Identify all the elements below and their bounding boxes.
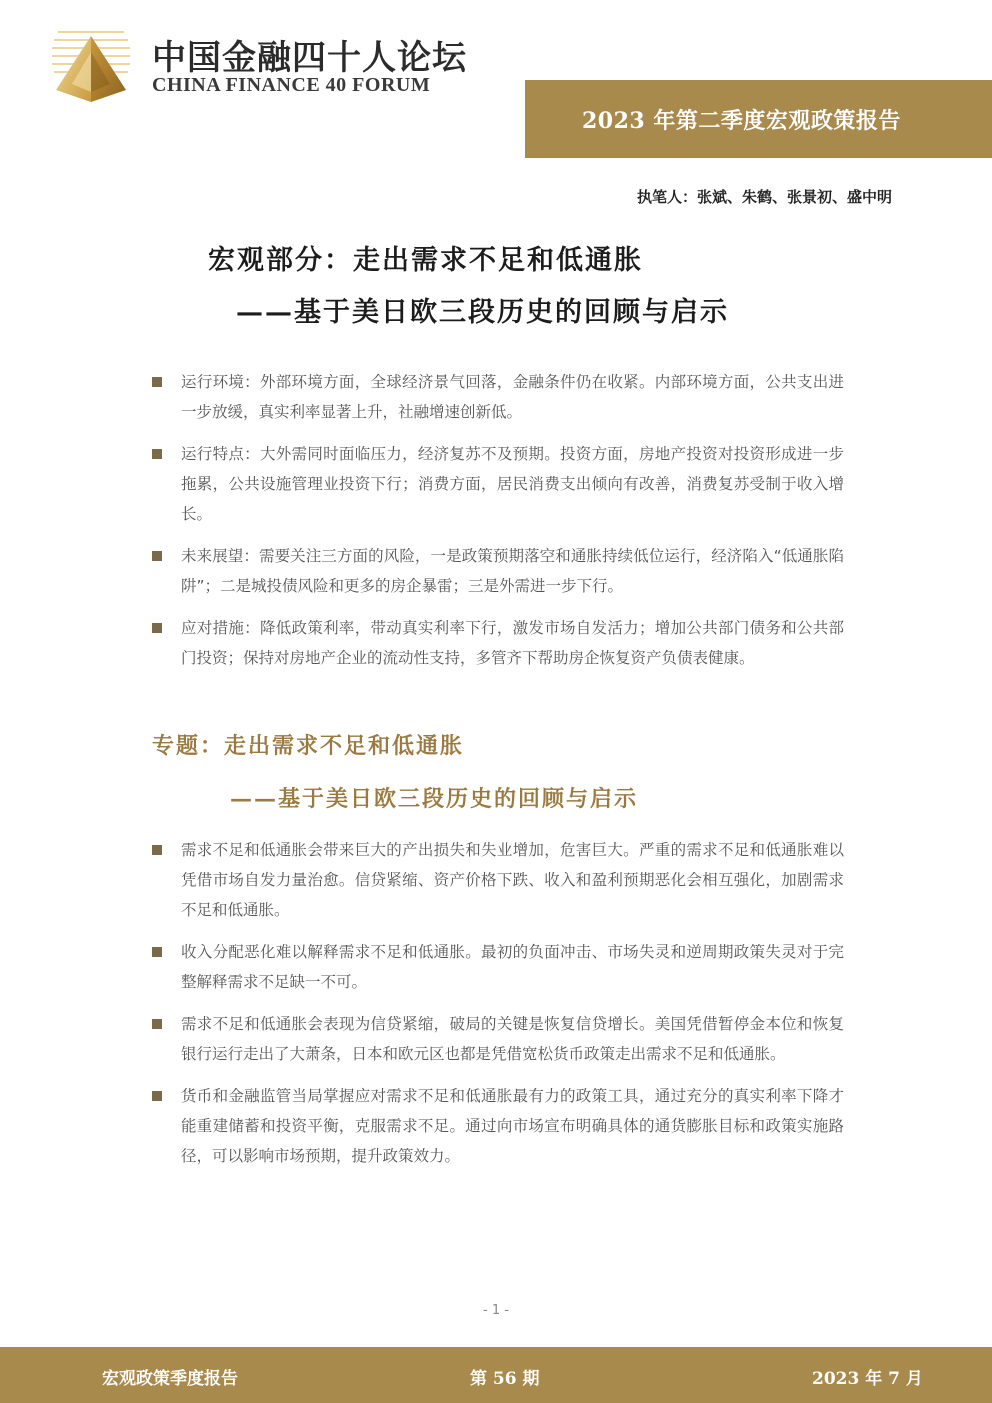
square-bullet-icon — [152, 845, 162, 855]
bullet-text: 应对措施：降低政策利率，带动真实利率下行，激发市场自发活力；增加公共部门债务和公共部门投资；保持对房地产企业的流动性支持，多管齐下帮助房企恢复资产负债表健康。 — [181, 619, 844, 667]
list-item — [152, 439, 844, 529]
topic-title-line1: 专题：走出需求不足和低通胀 — [152, 733, 465, 759]
list-item — [152, 1081, 844, 1171]
footer-issue: 第 56 期 — [470, 1369, 540, 1389]
macro-bullet-list — [152, 367, 844, 685]
square-bullet-icon — [152, 947, 162, 957]
square-bullet-icon — [152, 1019, 162, 1029]
square-bullet-icon — [152, 377, 162, 387]
bullet-text: 收入分配恶化难以解释需求不足和低通胀。最初的负面冲击、市场失灵和逆周期政策失灵对于完整解释需求不足缺一不可。 — [181, 943, 844, 991]
list-item — [152, 367, 844, 427]
bullet-text: 需求不足和低通胀会带来巨大的产出损失和失业增加，危害巨大。严重的需求不足和低通胀难以凭借市场自发力量治愈。信贷紧缩、资产价格下跌、收入和盈利预期恶化会相互强化，加剧需求不足和低通胀。 — [181, 841, 844, 919]
square-bullet-icon — [152, 623, 162, 633]
macro-title-line1: 宏观部分：走出需求不足和低通胀 — [208, 245, 643, 276]
report-title: 2023 年第二季度宏观政策报告 — [582, 107, 901, 134]
list-item — [152, 1009, 844, 1069]
macro-title-line2: ——基于美日欧三段历史的回顾与启示 — [236, 297, 729, 328]
square-bullet-icon — [152, 449, 162, 459]
list-item — [152, 835, 844, 925]
topic-title-line2: ——基于美日欧三段历史的回顾与启示 — [230, 786, 639, 812]
authors-line: 执笔人：张斌、朱鹤、张景初、盛中明 — [636, 188, 892, 206]
bullet-text: 运行特点：大外需同时面临压力，经济复苏不及预期。投资方面，房地产投资对投资形成进一步拖累，公共设施管理业投资下行；消费方面，居民消费支出倾向有改善，消费复苏受制于收入增长。 — [181, 445, 844, 523]
page-number: - 1 - — [483, 1303, 509, 1318]
gold-pyramid-icon — [52, 22, 130, 106]
report-title-banner — [525, 80, 992, 158]
footer-bar — [0, 1347, 992, 1403]
bullet-text: 货币和金融监管当局掌握应对需求不足和低通胀最有力的政策工具，通过充分的真实利率下降才能重建储蓄和投资平衡，克服需求不足。通过向市场宣布明确具体的通货膨胀目标和政策实施路径，可以影响市场预期，提升政策效力。 — [181, 1087, 844, 1165]
topic-bullet-list — [152, 835, 844, 1183]
square-bullet-icon — [152, 1091, 162, 1101]
list-item — [152, 937, 844, 997]
list-item — [152, 613, 844, 673]
org-name-cn: 中国金融四十人论坛 — [152, 38, 467, 78]
list-item — [152, 541, 844, 601]
bullet-text: 需求不足和低通胀会表现为信贷紧缩，破局的关键是恢复信贷增长。美国凭借暂停金本位和恢复银行运行走出了大萧条，日本和欧元区也都是凭借宽松货币政策走出需求不足和低通胀。 — [181, 1015, 844, 1063]
footer-date: 2023 年 7 月 — [812, 1369, 923, 1389]
footer-publication: 宏观政策季度报告 — [102, 1369, 238, 1389]
org-name-en: CHINA FINANCE 40 FORUM — [152, 74, 431, 96]
bullet-text: 运行环境：外部环境方面，全球经济景气回落，金融条件仍在收紧。内部环境方面，公共支出进一步放缓，真实利率显著上升，社融增速创新低。 — [181, 373, 844, 421]
bullet-text: 未来展望：需要关注三方面的风险，一是政策预期落空和通胀持续低位运行，经济陷入“低通胀陷阱”；二是城投债风险和更多的房企暴雷；三是外需进一步下行。 — [181, 547, 844, 595]
square-bullet-icon — [152, 551, 162, 561]
